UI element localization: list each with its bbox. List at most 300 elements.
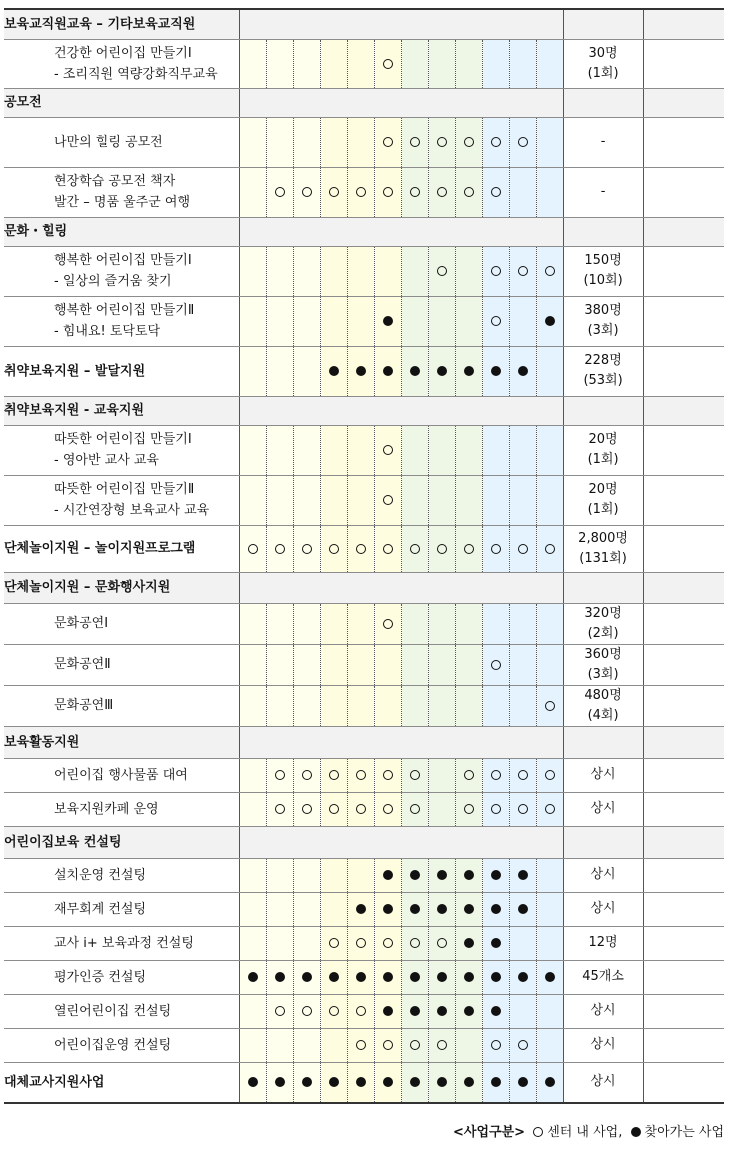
program-name — [4, 296, 239, 346]
open-circle-icon — [383, 445, 393, 455]
legend — [453, 1121, 724, 1140]
month-cell — [536, 892, 563, 926]
month-cell — [320, 994, 347, 1028]
month-cell — [482, 994, 509, 1028]
note-cell — [563, 117, 643, 167]
note-cell — [563, 926, 643, 960]
month-cell — [401, 644, 428, 685]
month-cell — [293, 603, 320, 644]
month-cell — [428, 644, 455, 685]
month-cell — [239, 960, 266, 994]
filled-circle-icon — [410, 972, 420, 982]
note-text: 380명 — [584, 303, 622, 318]
program-name-line: 따뜻한 어린이집 만들기Ⅰ — [54, 432, 192, 447]
filled-circle-icon — [410, 870, 420, 880]
month-cell — [482, 425, 509, 475]
filled-circle-icon — [275, 972, 285, 982]
month-cell — [293, 994, 320, 1028]
program-name-line: 열린어린이집 컨설팅 — [54, 1003, 172, 1019]
open-circle-icon — [491, 770, 501, 780]
extra-cell — [643, 892, 724, 926]
month-cell — [428, 117, 455, 167]
filled-circle-icon — [437, 904, 447, 914]
note-text: - — [600, 134, 606, 149]
month-cell — [428, 346, 455, 396]
month-cell — [428, 1062, 455, 1103]
extra-cell — [643, 9, 724, 39]
month-cell — [374, 892, 401, 926]
month-cell — [428, 926, 455, 960]
month-cell — [266, 758, 293, 792]
month-cell — [320, 892, 347, 926]
open-circle-icon — [518, 137, 528, 147]
extra-cell — [643, 296, 724, 346]
open-circle-icon — [302, 1006, 312, 1016]
month-cell — [239, 858, 266, 892]
month-cell — [320, 117, 347, 167]
open-circle-icon — [356, 187, 366, 197]
open-circle-icon — [545, 770, 555, 780]
month-cell — [482, 475, 509, 525]
filled-circle-icon — [383, 870, 393, 880]
open-circle-icon — [464, 187, 474, 197]
note-cell — [563, 685, 643, 726]
filled-circle-icon — [302, 972, 312, 982]
note-text: 150명 — [584, 253, 622, 268]
month-cell — [455, 926, 482, 960]
month-cell — [239, 994, 266, 1028]
category-row — [4, 396, 724, 425]
month-cell — [536, 525, 563, 572]
month-cell — [482, 39, 509, 88]
month-cell — [455, 994, 482, 1028]
month-cell — [347, 1028, 374, 1062]
month-cell — [347, 167, 374, 217]
month-cell — [266, 858, 293, 892]
month-cell — [374, 346, 401, 396]
filled-circle-icon — [302, 1077, 312, 1087]
month-cell — [293, 792, 320, 826]
month-cell — [293, 296, 320, 346]
program-name-line: 행복한 어린이집 만들기Ⅰ — [54, 253, 192, 268]
filled-circle-icon — [356, 972, 366, 982]
month-cell — [347, 475, 374, 525]
open-circle-icon — [383, 804, 393, 814]
open-circle-icon — [356, 1006, 366, 1016]
filled-circle-icon — [491, 870, 501, 880]
filled-circle-icon — [464, 1077, 474, 1087]
month-cell — [455, 758, 482, 792]
month-cell — [455, 892, 482, 926]
open-circle-icon — [383, 1040, 393, 1050]
open-circle-icon — [329, 1006, 339, 1016]
open-circle-icon — [302, 187, 312, 197]
month-cell — [509, 644, 536, 685]
month-cell — [320, 246, 347, 296]
category-title: 단체놀이지원 – 문화행사지원 — [4, 572, 239, 603]
category-title: 어린이집보육 컨설팅 — [4, 826, 239, 858]
month-cell — [293, 117, 320, 167]
month-cell — [347, 1062, 374, 1103]
month-cell — [401, 858, 428, 892]
note-cell — [563, 603, 643, 644]
month-cell — [239, 246, 266, 296]
program-row — [4, 603, 724, 644]
month-cell — [320, 792, 347, 826]
note-cell — [563, 1062, 643, 1103]
month-cell — [374, 1028, 401, 1062]
month-cell — [374, 425, 401, 475]
month-cell — [293, 346, 320, 396]
month-cell — [482, 960, 509, 994]
extra-cell — [643, 117, 724, 167]
month-cell — [509, 758, 536, 792]
month-cell — [509, 167, 536, 217]
program-name-line: 행복한 어린이집 만들기Ⅱ — [54, 303, 195, 318]
month-cell — [455, 346, 482, 396]
month-cell — [455, 39, 482, 88]
filled-circle-icon — [248, 972, 258, 982]
month-cell — [320, 644, 347, 685]
open-circle-icon — [437, 137, 447, 147]
note-cell — [563, 39, 643, 88]
month-cell — [401, 1028, 428, 1062]
month-cell — [293, 425, 320, 475]
filled-circle-icon — [329, 366, 339, 376]
month-cell — [428, 792, 455, 826]
month-cell — [320, 858, 347, 892]
extra-cell — [643, 1062, 724, 1103]
month-cell — [347, 994, 374, 1028]
month-cell — [482, 685, 509, 726]
month-cell — [374, 39, 401, 88]
month-cell — [239, 39, 266, 88]
month-cell — [482, 167, 509, 217]
month-cell — [374, 475, 401, 525]
month-cell — [401, 167, 428, 217]
filled-circle-icon — [518, 904, 528, 914]
open-circle-icon — [383, 495, 393, 505]
open-circle-icon — [518, 770, 528, 780]
program-row — [4, 1062, 724, 1103]
month-cell — [509, 858, 536, 892]
program-row — [4, 792, 724, 826]
month-cell — [347, 296, 374, 346]
open-circle-icon — [491, 316, 501, 326]
month-cell — [239, 1028, 266, 1062]
open-circle-icon — [275, 804, 285, 814]
program-row — [4, 117, 724, 167]
category-row — [4, 572, 724, 603]
note-text: 45개소 — [582, 969, 624, 984]
month-cell — [455, 858, 482, 892]
open-circle-icon — [437, 938, 447, 948]
month-cell — [482, 758, 509, 792]
open-circle-icon — [437, 544, 447, 554]
extra-cell — [643, 758, 724, 792]
program-name-line: 건강한 어린이집 만들기Ⅰ — [54, 45, 192, 61]
filled-circle-icon — [491, 972, 501, 982]
open-circle-icon — [464, 804, 474, 814]
program-name: 취약보육지원 – 발달지원 — [4, 346, 239, 396]
month-cell — [401, 425, 428, 475]
note-cell — [563, 994, 643, 1028]
program-name-line: 현장학습 공모전 책자 — [54, 174, 176, 189]
month-cell — [293, 39, 320, 88]
open-circle-icon — [491, 187, 501, 197]
month-cell — [239, 892, 266, 926]
month-cell — [293, 167, 320, 217]
open-circle-icon — [491, 137, 501, 147]
month-cell — [536, 858, 563, 892]
month-cell — [347, 425, 374, 475]
open-circle-icon — [437, 187, 447, 197]
month-cell — [455, 525, 482, 572]
legend-filled-text: 찾아가는 사업 — [644, 1125, 724, 1140]
extra-cell — [643, 603, 724, 644]
program-name — [4, 960, 239, 994]
legend-open-text: 센터 내 사업, — [547, 1125, 623, 1140]
open-circle-icon — [410, 544, 420, 554]
month-cell — [266, 685, 293, 726]
extra-cell — [643, 826, 724, 858]
month-cell — [320, 425, 347, 475]
filled-circle-icon — [248, 1077, 258, 1087]
note-cell — [563, 960, 643, 994]
filled-circle-icon — [518, 1077, 528, 1087]
open-circle-icon — [383, 770, 393, 780]
filled-circle-icon — [356, 1077, 366, 1087]
program-name — [4, 1028, 239, 1062]
month-cell — [293, 644, 320, 685]
open-circle-icon — [464, 770, 474, 780]
category-title: 문화・힐링 — [4, 217, 239, 246]
month-cell — [347, 246, 374, 296]
month-cell — [266, 926, 293, 960]
month-cell — [482, 1062, 509, 1103]
month-cell — [455, 167, 482, 217]
month-cell — [536, 960, 563, 994]
program-name — [4, 603, 239, 644]
month-cell — [374, 926, 401, 960]
note-cell — [563, 892, 643, 926]
note-text: 상시 — [590, 767, 616, 782]
filled-circle-icon — [518, 972, 528, 982]
note-cell — [563, 346, 643, 396]
program-row — [4, 296, 724, 346]
note-text: 228명 — [584, 353, 622, 368]
month-cell — [347, 346, 374, 396]
month-cell — [239, 926, 266, 960]
note-cell — [563, 758, 643, 792]
filled-circle-icon — [545, 972, 555, 982]
category-title: 취약보육지원 - 교육지원 — [4, 396, 239, 425]
month-cell — [347, 792, 374, 826]
program-row — [4, 1028, 724, 1062]
month-cell — [266, 117, 293, 167]
note-text: 상시 — [590, 901, 616, 916]
month-cell — [509, 117, 536, 167]
program-name — [4, 792, 239, 826]
month-cell — [320, 758, 347, 792]
filled-circle-icon — [545, 1077, 555, 1087]
open-circle-icon — [383, 619, 393, 629]
program-row — [4, 167, 724, 217]
note-text: 12명 — [588, 935, 618, 950]
program-name-line: 나만의 힐링 공모전 — [54, 134, 163, 150]
month-cell — [266, 475, 293, 525]
program-name-line: - 시간연장형 보육교사 교육 — [54, 503, 210, 518]
month-cell — [293, 758, 320, 792]
note-cell — [563, 858, 643, 892]
program-row — [4, 960, 724, 994]
filled-circle-icon — [464, 938, 474, 948]
filled-circle-icon — [518, 870, 528, 880]
month-cell — [293, 1062, 320, 1103]
note-text: (53회) — [583, 373, 623, 388]
month-cell — [239, 644, 266, 685]
month-cell — [266, 425, 293, 475]
open-circle-icon — [248, 544, 258, 554]
filled-circle-icon — [464, 904, 474, 914]
open-circle-icon — [518, 1040, 528, 1050]
program-row — [4, 994, 724, 1028]
month-cell — [320, 525, 347, 572]
extra-cell — [643, 475, 724, 525]
month-cell — [239, 346, 266, 396]
program-row — [4, 246, 724, 296]
note-text: 상시 — [590, 1037, 616, 1052]
month-cell — [509, 425, 536, 475]
month-cell — [536, 346, 563, 396]
open-circle-icon — [275, 770, 285, 780]
program-name — [4, 892, 239, 926]
category-fill — [239, 217, 563, 246]
program-schedule-table — [4, 8, 724, 1104]
open-circle-icon — [302, 770, 312, 780]
extra-cell — [643, 960, 724, 994]
extra-cell — [643, 792, 724, 826]
month-cell — [266, 792, 293, 826]
month-cell — [374, 246, 401, 296]
category-row — [4, 88, 724, 117]
open-circle-icon — [491, 804, 501, 814]
month-cell — [428, 858, 455, 892]
month-cell — [239, 296, 266, 346]
open-circle-icon — [356, 938, 366, 948]
month-cell — [347, 525, 374, 572]
month-cell — [455, 685, 482, 726]
extra-cell — [643, 1028, 724, 1062]
filled-circle-icon — [329, 1077, 339, 1087]
note-cell — [563, 792, 643, 826]
open-circle-icon — [383, 938, 393, 948]
open-circle-icon — [329, 938, 339, 948]
open-circle-icon — [329, 187, 339, 197]
filled-circle-icon — [437, 1006, 447, 1016]
month-cell — [293, 246, 320, 296]
month-cell — [374, 117, 401, 167]
category-fill — [239, 88, 563, 117]
month-cell — [347, 960, 374, 994]
filled-circle-icon — [410, 366, 420, 376]
open-circle-icon — [518, 804, 528, 814]
program-name — [4, 475, 239, 525]
month-cell — [428, 39, 455, 88]
program-name — [4, 246, 239, 296]
month-cell — [320, 685, 347, 726]
month-cell — [401, 994, 428, 1028]
month-cell — [455, 644, 482, 685]
month-cell — [239, 475, 266, 525]
filled-circle-icon — [464, 870, 474, 880]
month-cell — [536, 792, 563, 826]
month-cell — [401, 926, 428, 960]
filled-circle-icon — [545, 316, 555, 326]
month-cell — [428, 758, 455, 792]
note-text: (3회) — [587, 323, 619, 338]
open-circle-icon — [518, 266, 528, 276]
open-circle-icon — [545, 544, 555, 554]
month-cell — [266, 346, 293, 396]
extra-cell — [643, 644, 724, 685]
month-cell — [455, 425, 482, 475]
category-row — [4, 726, 724, 758]
open-circle-icon — [302, 804, 312, 814]
extra-cell — [643, 167, 724, 217]
month-cell — [536, 1028, 563, 1062]
note-cell — [563, 644, 643, 685]
month-cell — [293, 892, 320, 926]
month-cell — [239, 685, 266, 726]
open-circle-icon — [410, 804, 420, 814]
month-cell — [536, 603, 563, 644]
note-cell — [563, 88, 643, 117]
note-text: 30명 — [588, 45, 618, 61]
open-circle-icon — [383, 187, 393, 197]
filled-circle-icon — [464, 366, 474, 376]
note-text: (2회) — [587, 625, 619, 641]
month-cell — [239, 167, 266, 217]
open-circle-icon — [410, 137, 420, 147]
schedule-body — [4, 9, 724, 1103]
month-cell — [239, 758, 266, 792]
month-cell — [401, 603, 428, 644]
month-cell — [374, 1062, 401, 1103]
month-cell — [482, 296, 509, 346]
month-cell — [509, 685, 536, 726]
filled-circle-icon — [356, 904, 366, 914]
month-cell — [536, 296, 563, 346]
month-cell — [428, 246, 455, 296]
month-cell — [509, 246, 536, 296]
open-circle-icon — [383, 544, 393, 554]
extra-cell — [643, 685, 724, 726]
category-row — [4, 9, 724, 39]
note-cell — [563, 826, 643, 858]
month-cell — [266, 525, 293, 572]
filled-circle-icon — [491, 938, 501, 948]
program-name — [4, 858, 239, 892]
month-cell — [482, 246, 509, 296]
note-text: (131회) — [579, 550, 627, 566]
month-cell — [374, 994, 401, 1028]
month-cell — [401, 525, 428, 572]
note-text: 상시 — [590, 867, 616, 882]
extra-cell — [643, 217, 724, 246]
program-name-line: 보육지원카페 운영 — [54, 801, 159, 817]
category-title: 보육활동지원 — [4, 726, 239, 758]
